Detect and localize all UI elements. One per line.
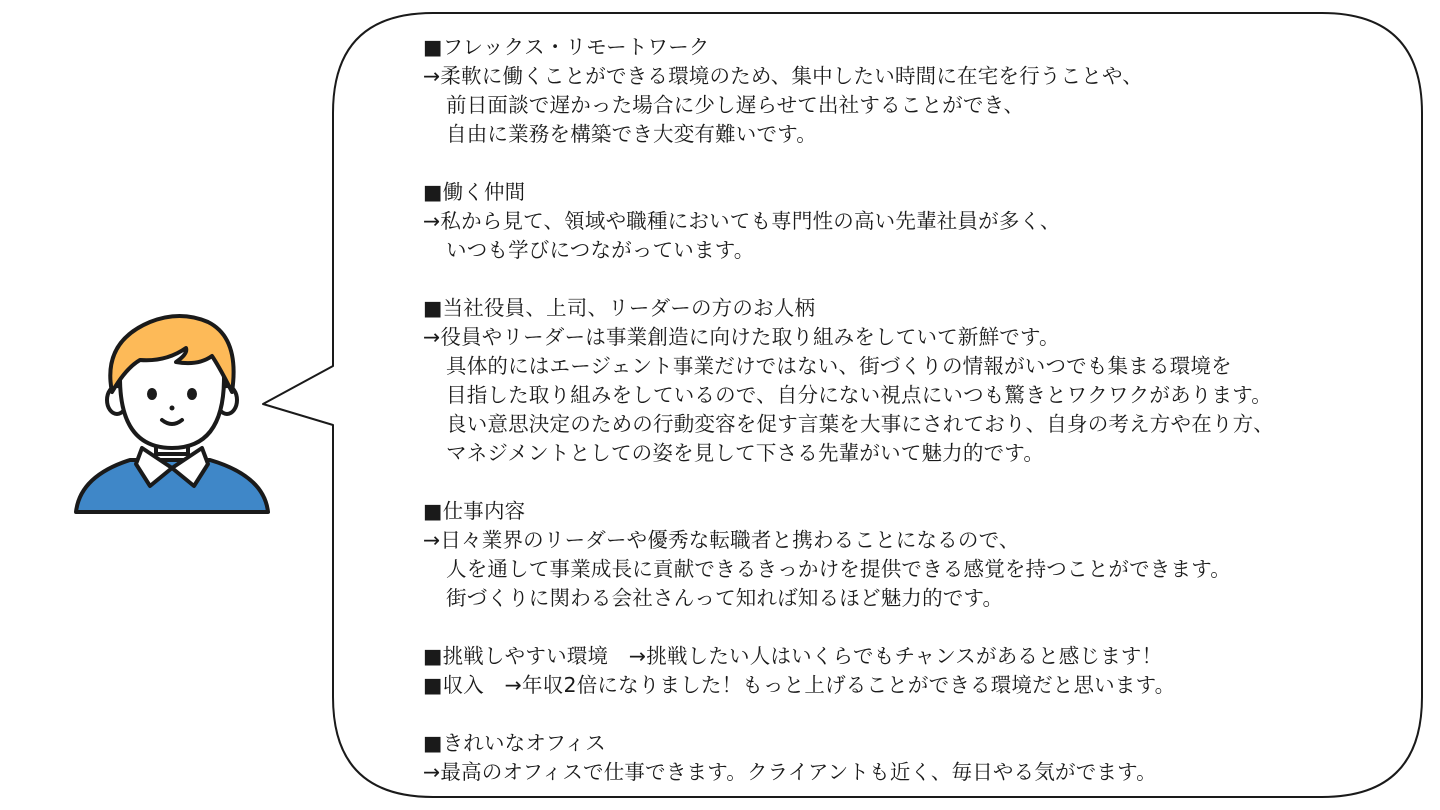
section-line: マネジメントとしての姿を見して下さる先輩がいて魅力的です。 bbox=[446, 441, 1045, 465]
section-heading: ■働く仲間 bbox=[423, 180, 526, 204]
section-line: →最高のオフィスで仕事できます。クライアントも近く、毎日やる気がでます。 bbox=[423, 760, 1157, 784]
section-heading: ■収入 →年収2倍になりました！もっと上げることができる環境だと思います。 bbox=[423, 673, 1176, 697]
section-line: 街づくりに関わる会社さんって知れば知るほど魅力的です。 bbox=[446, 586, 1004, 610]
section-colleagues bbox=[423, 178, 1413, 265]
bubble-text bbox=[423, 33, 1413, 787]
avatar-eye bbox=[147, 388, 157, 400]
section-line: →日々業界のリーダーや優秀な転職者と携わることになるので、 bbox=[423, 528, 1020, 552]
section-challenge bbox=[423, 642, 1413, 671]
section-heading: ■仕事内容 bbox=[423, 499, 526, 523]
section-heading: ■当社役員、上司、リーダーの方のお人柄 bbox=[423, 296, 816, 320]
section-line: →私から見て、領域や職種においても専門性の高い先輩社員が多く、 bbox=[423, 209, 1061, 233]
section-office bbox=[423, 729, 1413, 787]
section-heading: ■きれいなオフィス bbox=[423, 731, 606, 755]
section-line: 人を通して事業成長に貢献できるきっかけを提供できる感覚を持つことができます。 bbox=[446, 557, 1231, 581]
avatar-nose bbox=[170, 406, 175, 411]
avatar bbox=[70, 308, 274, 518]
section-flex-remote bbox=[423, 33, 1413, 149]
section-work-content bbox=[423, 497, 1413, 613]
section-line: →柔軟に働くことができる環境のため、集中したい時間に在宅を行うことや、 bbox=[423, 64, 1143, 88]
section-income bbox=[423, 671, 1413, 700]
section-heading: ■フレックス・リモートワーク bbox=[423, 35, 710, 59]
section-leadership bbox=[423, 294, 1413, 468]
section-line: いつも学びにつながっています。 bbox=[446, 238, 755, 262]
avatar-eye bbox=[187, 388, 197, 400]
section-line: 前日面談で遅かった場合に少し遅らせて出社することができ、 bbox=[446, 93, 1025, 117]
section-line: →役員やリーダーは事業創造に向けた取り組みをしていて新鮮です。 bbox=[423, 325, 1060, 349]
section-line: 目指した取り組みをしているので、自分にない視点にいつも驚きとワクワクがあります。 bbox=[446, 383, 1272, 407]
section-line: 良い意思決定のための行動変容を促す言葉を大事にされており、自身の考え方や在り方、 bbox=[446, 412, 1274, 436]
section-heading: ■挑戦しやすい環境 →挑戦したい人はいくらでもチャンスがあると感じます！ bbox=[423, 644, 1163, 668]
section-line: 具体的にはエージェント事業だけではない、街づくりの情報がいつでも集まる環境を bbox=[446, 354, 1232, 378]
section-line: 自由に業務を構築でき大変有難いです。 bbox=[446, 122, 817, 146]
